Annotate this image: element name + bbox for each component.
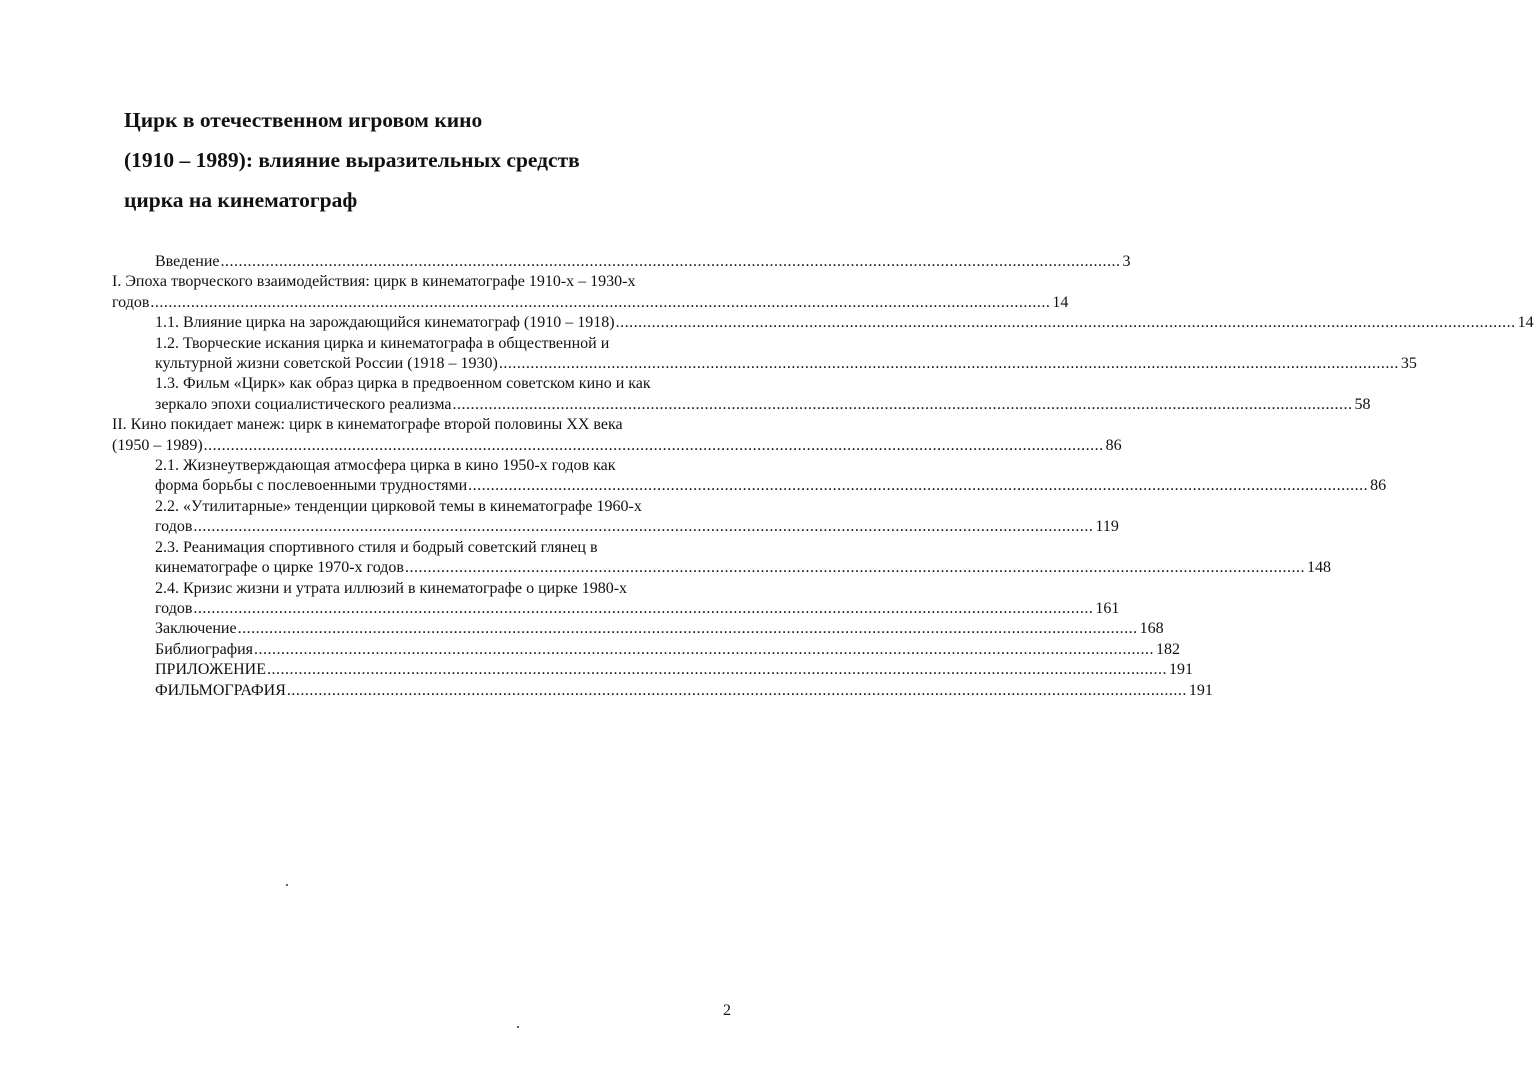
toc-entry xyxy=(112,640,1180,660)
toc-page-number: 191 xyxy=(1169,661,1194,679)
toc-page-number: 58 xyxy=(1354,395,1371,413)
toc-entry xyxy=(112,497,1119,538)
dot-leader: ........................................................................................................................................................................................................ xyxy=(498,355,1399,373)
toc-entry-text: культурной жизни советской России (1918 – 1930) xyxy=(155,355,498,373)
toc-entry-text: Библиография xyxy=(155,640,253,658)
toc-entry-text: кинематографе о цирке 1970-х годов xyxy=(155,559,404,577)
toc-page-number: 119 xyxy=(1095,518,1119,536)
toc-entry-text: 2.1. Жизнеутверждающая атмосфера цирка в кино 1950-х годов как xyxy=(155,457,616,475)
toc-entry-text: 2.2. «Утилитарные» тенденции цирковой темы в кинематографе 1960-х xyxy=(155,497,642,515)
toc-page-number: 86 xyxy=(1370,477,1387,495)
toc-entry xyxy=(112,313,1534,333)
title-line: Цирк в отечественном игровом кино xyxy=(124,108,483,132)
toc-page-number: 148 xyxy=(1306,559,1331,577)
page-number: 2 xyxy=(723,1002,731,1019)
toc-entry-text: Введение xyxy=(155,253,220,270)
toc-entry-text: 2.3. Реанимация спортивного стиля и бодрый советский глянец в xyxy=(155,538,598,556)
dot-leader: ........................................................................................................................................................................................................ xyxy=(404,559,1305,577)
dot-leader: ........................................................................................................................................................................................................ xyxy=(615,314,1516,332)
toc-entry-text: 2.4. Кризис жизни и утрата иллюзий в кинематографе о цирке 1980-х xyxy=(155,579,628,597)
toc-entry xyxy=(112,456,1387,497)
toc-page-number: 168 xyxy=(1139,620,1164,638)
toc-page-number: 161 xyxy=(1095,599,1120,617)
toc-entry xyxy=(112,660,1194,680)
toc-entry xyxy=(112,272,1069,313)
dot-leader: ........................................................................................................................................................................................................ xyxy=(254,640,1154,658)
dot-leader: ........................................................................................................................................................................................................ xyxy=(220,253,1121,270)
toc-entry-text: 1.2. Творческие искания цирка и кинематографа в общественной и xyxy=(155,334,610,352)
toc-entry-text: годов xyxy=(155,599,193,617)
toc-entry-text: 1.3. Фильм «Цирк» как образ цирка в предвоенном советском кино и как xyxy=(155,375,651,393)
toc-page-number: 35 xyxy=(1400,355,1417,373)
dot-leader: ........................................................................................................................................................................................................ xyxy=(203,436,1104,454)
toc-entry xyxy=(112,374,1371,415)
toc-entry-text: годов xyxy=(155,518,193,536)
toc-page-number: 14 xyxy=(1052,293,1069,311)
toc-page-number: 191 xyxy=(1188,681,1213,699)
toc-entry-text: Заключение xyxy=(155,620,237,638)
dot-leader: ........................................................................................................................................................................................................ xyxy=(193,599,1094,617)
toc-page-number: 86 xyxy=(1105,436,1122,454)
toc-entry-text: форма борьбы с послевоенными трудностями xyxy=(155,477,468,495)
toc-entry xyxy=(112,252,1131,272)
scan-speck xyxy=(517,1026,519,1028)
toc-entry xyxy=(112,681,1213,701)
toc-entry xyxy=(112,415,1122,456)
dot-leader: ........................................................................................................................................................................................................ xyxy=(452,395,1353,413)
toc-entry xyxy=(112,579,1120,620)
dot-leader: ........................................................................................................................................................................................................ xyxy=(150,293,1051,311)
dot-leader: ........................................................................................................................................................................................................ xyxy=(286,681,1187,699)
table-of-contents xyxy=(112,252,1534,701)
toc-entry-text: I. Эпоха творческого взаимодействия: цирк в кинематографе 1910-х – 1930-х xyxy=(112,273,636,291)
dot-leader: ........................................................................................................................................................................................................ xyxy=(193,518,1094,536)
toc-entry-text: II. Кино покидает манеж: цирк в кинематографе второй половины XX века xyxy=(112,416,623,434)
dot-leader: ........................................................................................................................................................................................................ xyxy=(237,620,1138,638)
document-title xyxy=(124,100,744,220)
toc-page-number: 14 xyxy=(1517,314,1534,332)
toc-entry-text: ПРИЛОЖЕНИЕ xyxy=(155,661,267,679)
toc-entry xyxy=(112,538,1331,579)
title-line: (1910 – 1989): влияние выразительных средств xyxy=(124,148,580,172)
toc-entry xyxy=(112,334,1417,375)
toc-entry-text: годов xyxy=(112,293,150,311)
toc-entry xyxy=(112,619,1164,639)
dot-leader: ........................................................................................................................................................................................................ xyxy=(468,477,1369,495)
scan-speck xyxy=(286,884,288,886)
toc-entry-text: зеркало эпохи социалистического реализма xyxy=(155,395,452,413)
toc-entry-text: 1.1. Влияние цирка на зарождающийся кинематограф (1910 – 1918) xyxy=(155,314,615,332)
toc-page-number: 3 xyxy=(1122,253,1131,270)
title-line: цирка на кинематограф xyxy=(124,188,358,212)
toc-entry-text: ФИЛЬМОГРАФИЯ xyxy=(155,681,286,699)
toc-page-number: 182 xyxy=(1156,640,1180,658)
toc-entry-text: (1950 – 1989) xyxy=(112,436,203,454)
dot-leader: ........................................................................................................................................................................................................ xyxy=(267,661,1168,679)
